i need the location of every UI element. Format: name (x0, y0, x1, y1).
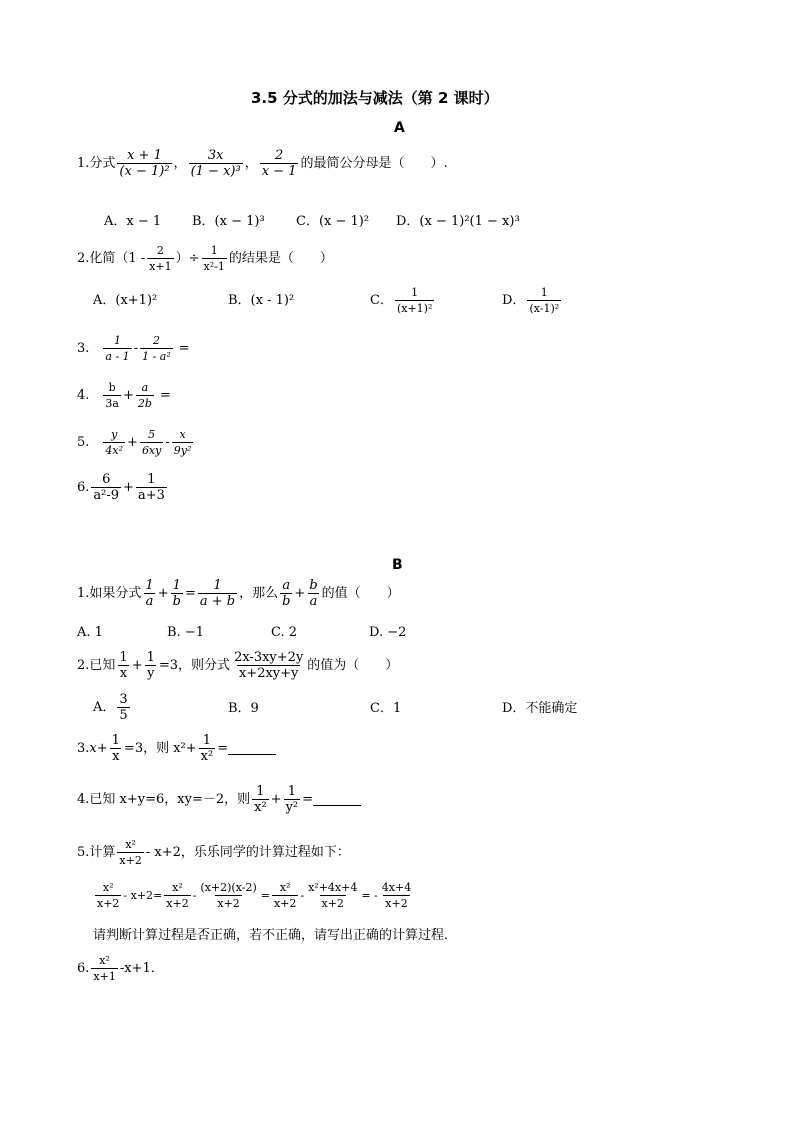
question-number: 6. (77, 479, 90, 495)
fraction: $\frac{1}{\text{(x+1)²}}$ (396, 286, 433, 315)
option-c (370, 285, 436, 316)
operator: = (159, 387, 171, 403)
question-text: 如果分式 (89, 585, 142, 601)
question-number: 2. (77, 250, 90, 266)
question-a6 (77, 472, 169, 503)
question-text: 已知 x+y=6，xy=－2，则 (89, 791, 251, 807)
operator: + (123, 479, 134, 495)
fraction: $\frac{1}{\text{x²}}$ (200, 733, 214, 764)
step-text: - x+2= (123, 888, 163, 902)
operator: + (294, 585, 306, 601)
question-text: ，那么 (239, 585, 279, 601)
question-text: -x+1． (119, 960, 164, 976)
separator: ， (244, 155, 258, 171)
step-text: - (192, 888, 197, 902)
section-a-heading: A (394, 120, 405, 136)
fraction: $\frac{1}{y}$ (146, 650, 155, 681)
question-text: 的值（ ） (321, 585, 400, 601)
operator: - (133, 340, 139, 356)
question-number: 5. (77, 434, 90, 450)
fraction: $\frac{\text{x²}}{x+2}$ (273, 881, 297, 910)
question-number: 1. (77, 155, 90, 171)
fraction: $\frac{4x+4}{x+2}$ (381, 881, 412, 910)
fraction: $\frac{1}{\text{x²}}$ (254, 784, 267, 815)
fraction: $\frac{1}{\text{x²-1}}$ (203, 244, 225, 273)
fraction: $\frac{1}{b}$ (172, 578, 181, 609)
fraction: $\frac{5}{6xy}$ (141, 428, 162, 457)
fraction: $\frac{2}{x - 1}$ (261, 148, 297, 179)
question-b2 (77, 650, 398, 681)
section-b-heading: B (392, 557, 403, 573)
question-number: 2. (77, 657, 90, 673)
fraction: $\frac{b}{a}$ (309, 578, 318, 609)
option-c: C．1 (370, 701, 402, 716)
option-b: B．9 (228, 701, 259, 716)
question-number: 3. (77, 340, 90, 356)
fraction: $\frac{1}{\text{y²}}$ (285, 784, 299, 815)
question-text: 的值为（ ） (307, 657, 399, 673)
question-number: 3. (77, 740, 90, 756)
fraction: $\frac{2}{x+1}$ (149, 244, 172, 273)
question-text: =3，则 x²+ (123, 740, 197, 756)
operator: + (127, 434, 138, 450)
fraction: $\frac{1}{x}$ (111, 733, 120, 764)
option-d: D. −2 (369, 625, 407, 640)
fraction: $\frac{x}{\text{9y²}}$ (173, 428, 192, 457)
fraction: $\frac{1}{a+3}$ (137, 472, 165, 503)
fraction: $\frac{y}{\text{4x²}}$ (105, 428, 124, 457)
option-d: D．不能确定 (502, 701, 578, 716)
question-text: = (217, 740, 229, 756)
fraction: $\frac{1}{a}$ (145, 578, 154, 609)
fraction: $\frac{3x}{\text{(1 − x)³}}$ (190, 148, 241, 179)
step-text: - (300, 888, 305, 902)
question-text: x+ (89, 740, 108, 756)
fraction: $\frac{a}{2b}$ (137, 381, 152, 410)
question-text: - x+2，乐乐同学的计算过程如下： (145, 844, 350, 860)
question-number: 6. (77, 960, 90, 976)
option-a: A. 1 (77, 625, 103, 640)
question-b6 (77, 953, 164, 984)
question-text: 化简（1 - (89, 250, 146, 266)
fraction: $\frac{b}{3a}$ (105, 381, 119, 410)
fraction: $\frac{a}{b}$ (282, 578, 291, 609)
fraction: $\frac{3}{5}$ (119, 692, 128, 723)
question-a5 (77, 427, 195, 458)
question-number: 4. (77, 791, 90, 807)
option-c: C. 2 (271, 625, 298, 640)
option-b: B. −1 (167, 625, 204, 640)
page-title: 3.5 分式的加法与减法（第 2 课时） (251, 89, 499, 107)
question-a1 (77, 148, 448, 179)
question-text: 已知 (89, 657, 116, 673)
step-text: = - (361, 888, 378, 902)
fraction: $\frac{(x+2)(x-2)}{x+2}$ (200, 881, 257, 910)
option-label: D． (502, 292, 526, 308)
operator: + (157, 585, 169, 601)
answer-blank[interactable] (313, 793, 361, 806)
fraction: $\frac{1}{a + b}$ (199, 578, 236, 609)
operator: = (178, 340, 190, 356)
option-a: A．x − 1 (104, 214, 162, 229)
question-b3 (77, 733, 276, 764)
step-text: = (260, 888, 270, 902)
fraction: $\frac{1}{a - 1}$ (105, 334, 130, 363)
separator: ， (173, 155, 187, 171)
option-a: A．(x+1)² (93, 293, 158, 308)
question-a4 (77, 380, 171, 411)
option-c: C．(x − 1)² (296, 214, 370, 229)
question-text: ）÷ (175, 250, 200, 266)
solution-steps (93, 880, 415, 911)
fraction: $\frac{1}{x}$ (119, 650, 128, 681)
question-number: 4. (77, 387, 90, 403)
question-number: 5. (77, 844, 90, 860)
fraction: $\frac{6}{\text{a²-9}}$ (93, 472, 120, 503)
question-text: 的最简公分母是（ ）. (300, 155, 448, 171)
fraction: $\frac{x + 1}{\text{(x − 1)²}}$ (119, 148, 170, 179)
fraction: $\frac{\text{x²}}{x+2}$ (119, 838, 142, 867)
answer-blank[interactable] (228, 742, 276, 755)
fraction: $\frac{\text{x²}}{x+1}$ (93, 954, 116, 983)
question-a2 (77, 243, 333, 274)
fraction: $\frac{2x-3xy+2y}{x+2xy+y}$ (234, 650, 304, 681)
operator: + (122, 387, 134, 403)
operator: + (131, 657, 143, 673)
question-text: = (302, 791, 314, 807)
operator: - (165, 434, 170, 450)
fraction: $\frac{\text{x²}}{x+2}$ (97, 881, 120, 910)
operator: = (184, 585, 196, 601)
fraction: $\frac{\text{x²}}{x+2}$ (166, 881, 189, 910)
question-b1 (77, 578, 400, 609)
option-d (502, 285, 563, 316)
fraction: $\frac{\text{x²+4x+4}}{x+2}$ (308, 881, 358, 910)
fraction: $\frac{2}{\text{1 - a²}}$ (142, 334, 171, 363)
option-label: C． (370, 292, 393, 308)
option-d: D．(x − 1)²(1 − x)³ (396, 214, 520, 229)
question-text: 的结果是（ ） (228, 250, 333, 266)
option-b: B．(x - 1)² (228, 293, 295, 308)
fraction: $\frac{1}{\text{(x-1)²}}$ (529, 286, 560, 315)
instruction-note: 请判断计算过程是否正确，若不正确，请写出正确的计算过程． (93, 928, 458, 943)
question-b4 (77, 784, 361, 815)
question-a3 (77, 333, 190, 364)
question-text: =3，则分式 (158, 657, 231, 673)
option-a (93, 692, 132, 723)
option-label: A． (93, 699, 116, 715)
question-number: 1. (77, 585, 90, 601)
question-text: 分式 (89, 155, 116, 171)
question-b5 (77, 837, 350, 868)
operator: + (270, 791, 282, 807)
question-text: 计算 (89, 844, 116, 860)
option-b: B．(x − 1)³ (192, 214, 265, 229)
